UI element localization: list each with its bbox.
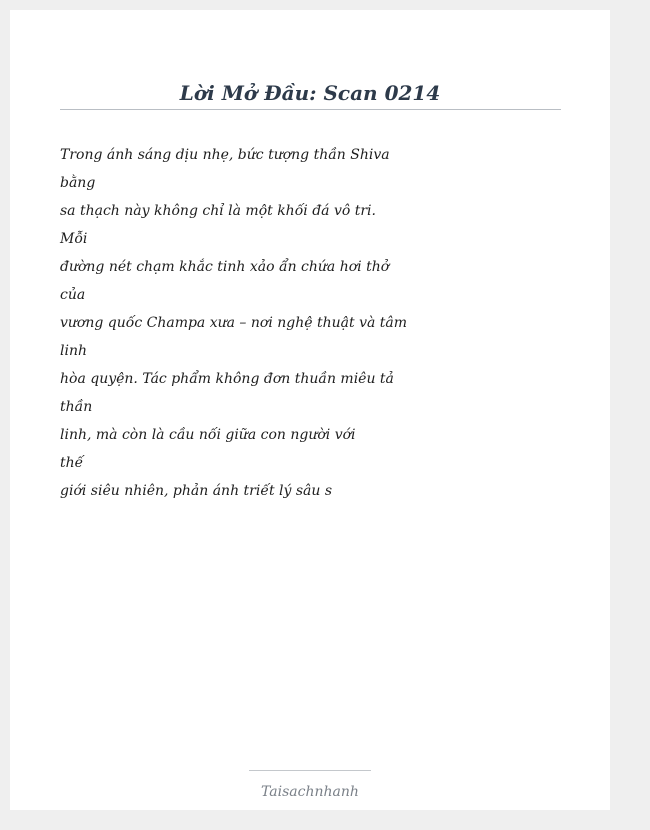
footer-text: Taisachnhanh	[261, 784, 359, 800]
body-line: Mỗi	[60, 231, 88, 247]
document-page	[10, 10, 610, 810]
footer-divider	[249, 770, 371, 771]
body-line: vương quốc Champa xưa – nơi nghệ thuật và tâm	[60, 315, 408, 331]
title-divider	[60, 109, 561, 110]
body-text	[60, 141, 408, 505]
body-line: đường nét chạm khắc tinh xảo ẩn chứa hơi thở	[60, 259, 390, 275]
body-line: hòa quyện. Tác phẩm không đơn thuần miêu tả	[60, 371, 394, 387]
body-line: thần	[60, 399, 93, 415]
body-line: bằng	[60, 175, 96, 191]
body-line: linh	[60, 343, 87, 359]
body-line: sa thạch này không chỉ là một khối đá vô tri.	[60, 203, 376, 219]
body-line: Trong ánh sáng dịu nhẹ, bức tượng thần Shiva	[60, 147, 390, 163]
page-title: Lời Mở Đầu: Scan 0214	[179, 81, 441, 105]
body-line: giới siêu nhiên, phản ánh triết lý sâu s	[60, 483, 333, 499]
body-line: của	[60, 287, 86, 303]
body-line: thế	[60, 455, 84, 471]
body-line: linh, mà còn là cầu nối giữa con người với	[60, 427, 356, 443]
